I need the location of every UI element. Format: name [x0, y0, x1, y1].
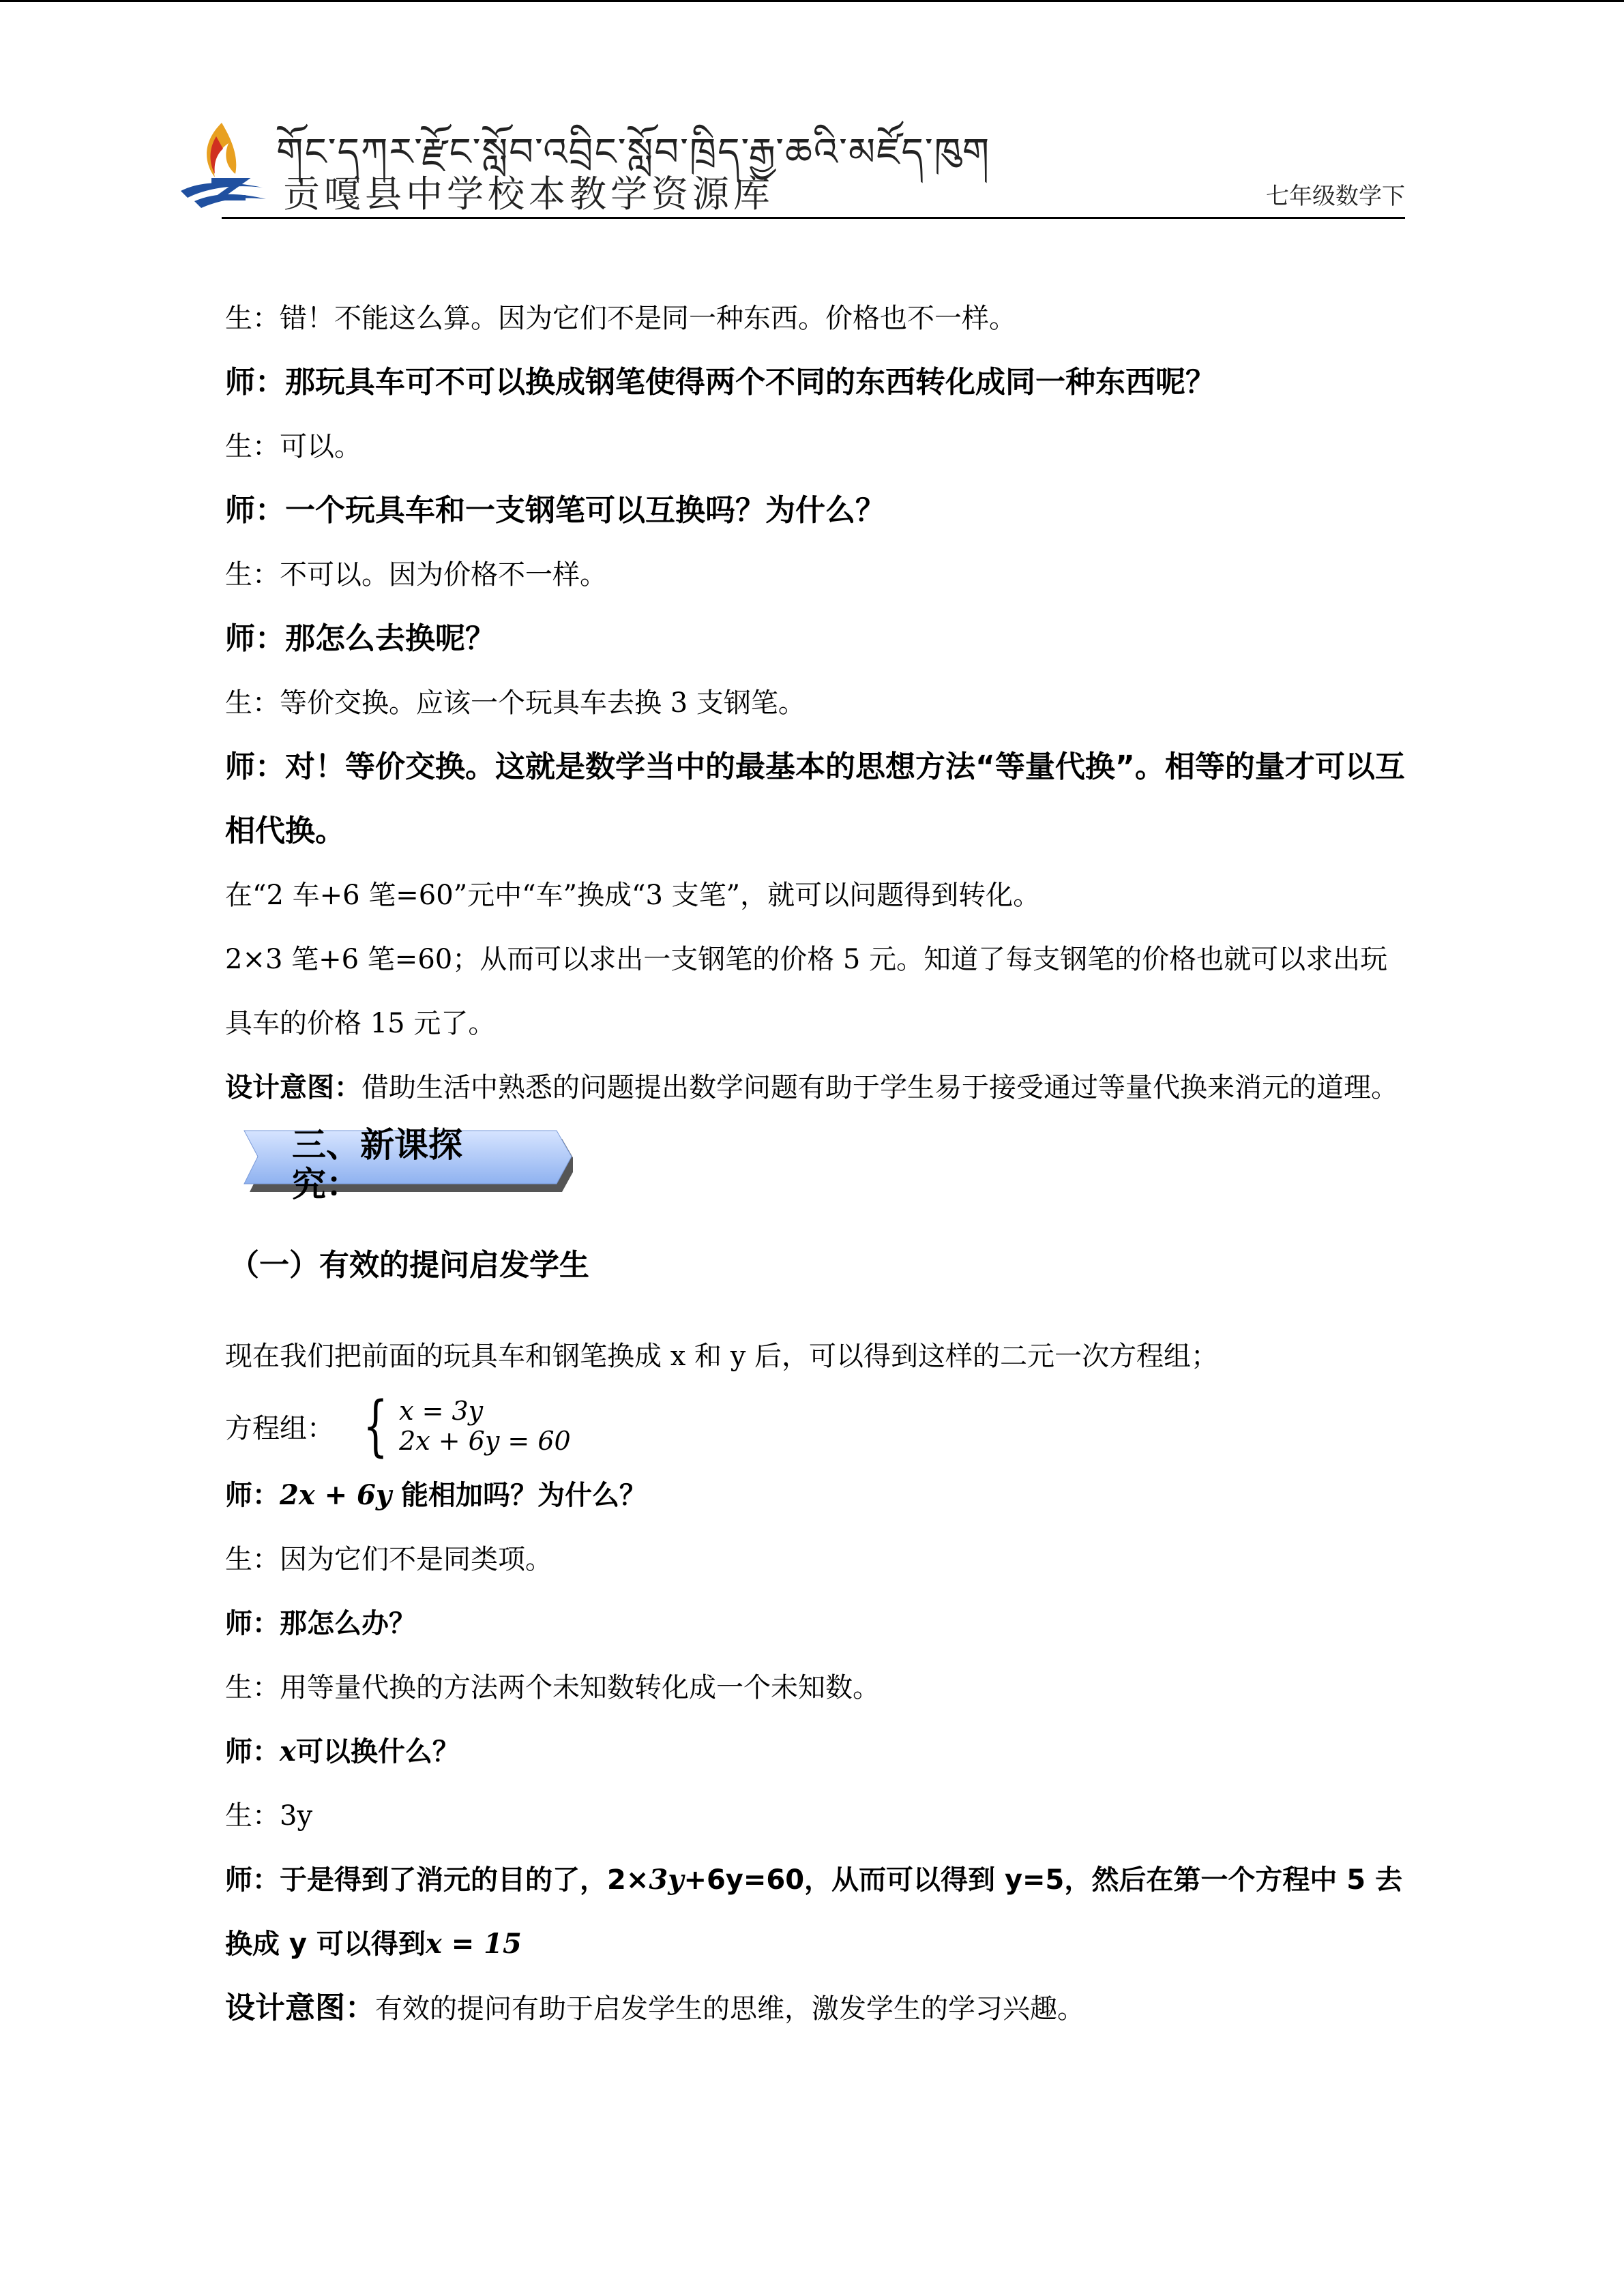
document-header	[174, 109, 1405, 225]
design-intent-text: 借助生活中熟悉的问题提出数学问题有助于学生易于接受通过等量代换来消元的道理。	[361, 1072, 1398, 1103]
design-intent	[225, 1056, 1405, 1120]
system-label: 方程组：	[225, 1412, 334, 1444]
speaker: 师：	[225, 1480, 280, 1511]
design-intent-label: 设计意图：	[225, 1991, 375, 2025]
math-expression: 2x + 6y	[280, 1479, 392, 1511]
school-logo	[174, 116, 269, 218]
student-line: 生：不可以。因为价格不一样。	[225, 559, 607, 591]
student-line	[225, 1656, 1405, 1720]
paragraph: 2×3 笔+6 笔=60；从而可以求出一支钢笔的价格 5 元。知道了每支钢笔的价格也就可以求出玩具车的价格 15 元了。	[225, 944, 1388, 1039]
student-line: 生：等价交换。应该一个玩具车去换 3 支钢笔。	[225, 687, 806, 719]
teacher-conclusion	[225, 1848, 1405, 1976]
section-banner	[239, 1125, 573, 1207]
subsection-title: （一）有效的提问启发学生	[229, 1248, 589, 1283]
design-intent	[225, 1976, 1405, 2041]
paragraph: 现在我们把前面的玩具车和钢笔换成 x 和 y 后，可以得到这样的二元一次方程组；	[225, 1341, 1219, 1372]
design-intent-text: 有效的提问有助于启发学生的思维，激发学生的学习兴趣。	[375, 1993, 1084, 2025]
dialogue-text: 因为它们不是同类项。	[280, 1544, 552, 1575]
teacher-line	[225, 1463, 1405, 1527]
equation-system	[225, 1388, 1405, 1463]
speaker: 师：	[225, 1608, 280, 1639]
student-line	[225, 1527, 1405, 1592]
dialogue-text: 能相加吗？为什么？	[392, 1480, 647, 1511]
equations	[399, 1396, 571, 1456]
dialogue-text: 用等量代换的方法两个未知数转化成一个未知数。	[280, 1672, 880, 1703]
conclusion-text: +6y=60，从而可以得到 y=5，然后在第一个方程中 5 去换成 y 可以得到	[225, 1864, 1403, 1960]
document-body	[225, 286, 1405, 2041]
teacher-line: 师：那怎么去换呢？	[225, 621, 495, 656]
speaker: 生：	[225, 1800, 280, 1832]
teacher-line	[225, 1720, 1405, 1784]
teacher-line	[225, 1592, 1405, 1656]
dialogue-text: 3y	[280, 1800, 313, 1832]
speaker: 师：	[225, 1736, 280, 1768]
teacher-line: 师：对！等价交换。这就是数学当中的最基本的思想方法“等量代换”。相等的量才可以互相代换。	[225, 749, 1405, 848]
page-top-border	[0, 0, 1624, 2]
equation-2: 2x + 6y = 60	[399, 1426, 571, 1456]
speaker: 生：	[225, 1544, 280, 1575]
teacher-line: 师：那玩具车可不可以换成钢笔使得两个不同的东西转化成同一种东西呢？	[225, 365, 1215, 400]
equation-1: x = 3y	[399, 1396, 484, 1426]
brace-icon: {	[363, 1388, 388, 1464]
dialogue-text: 那怎么办？	[280, 1608, 416, 1639]
math-expression: 3y	[649, 1864, 684, 1896]
grade-label: 七年级数学下	[1266, 183, 1405, 210]
conclusion-text: 师：于是得到了消元的目的了，2×	[225, 1864, 649, 1896]
speaker: 生：	[225, 1672, 280, 1703]
section-title: 三、新课探究：	[292, 1125, 462, 1204]
math-expression: x	[280, 1735, 296, 1768]
math-expression: x = 15	[425, 1928, 522, 1960]
student-line	[225, 1784, 1405, 1848]
student-line: 生：可以。	[225, 431, 361, 462]
header-rule	[222, 217, 1405, 219]
design-intent-label: 设计意图：	[225, 1072, 361, 1103]
paragraph: 在“2 车+6 笔=60”元中“车”换成“3 支笔”，就可以问题得到转化。	[225, 880, 1041, 911]
dialogue-text: 可以换什么？	[295, 1736, 460, 1768]
school-name: 贡嘎县中学校本教学资源库	[283, 173, 774, 215]
student-line: 生：错！不能这么算。因为它们不是同一种东西。价格也不一样。	[225, 303, 1016, 334]
tibetan-title: གོང་དཀར་རྫོང་སློབ་འབྲིང་སློབ་ཁྲིད་རྒྱ་ཆའི་མཛོད་ཁུག	[276, 130, 991, 175]
teacher-line: 师：一个玩具车和一支钢笔可以互换吗？为什么？	[225, 493, 885, 528]
